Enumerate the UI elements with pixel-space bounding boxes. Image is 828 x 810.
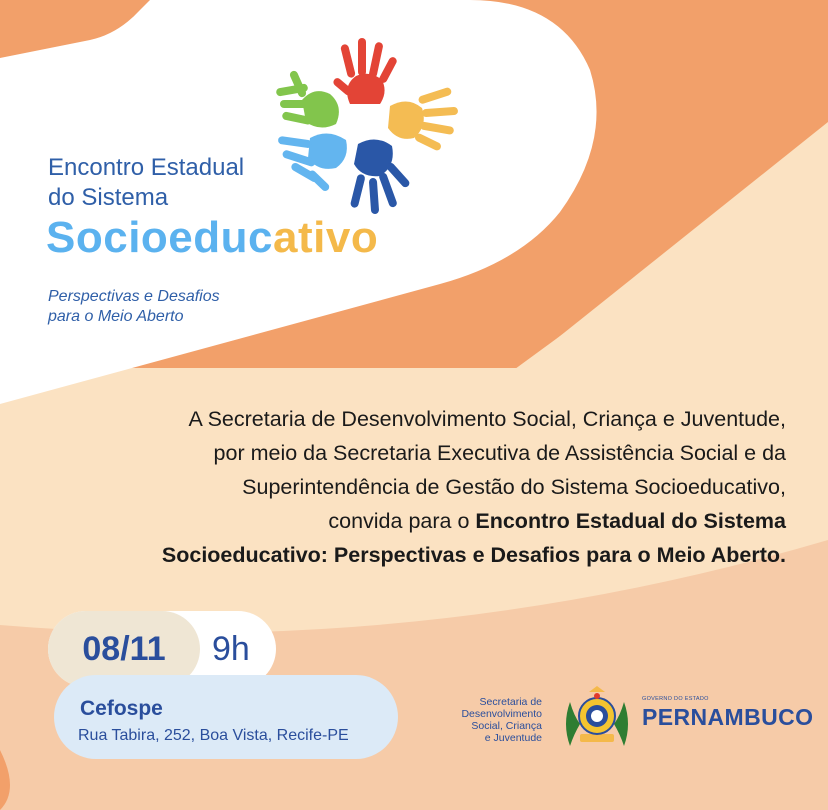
invitation-line4-bold: Encontro Estadual do Sistema — [475, 509, 786, 533]
invitation-line3: Superintendência de Gestão do Sistema Socioeducativo, — [242, 475, 786, 499]
event-date: 08/11 — [48, 611, 200, 687]
pernambuco-coat-of-arms-icon — [562, 684, 632, 754]
invitation-line2: por meio da Secretaria Executiva de Assistência Social e da — [213, 441, 786, 465]
event-time: 9h — [212, 630, 250, 668]
event-subtitle-line2: para o Meio Aberto — [48, 308, 184, 325]
venue-name: Cefospe — [80, 697, 163, 720]
venue-address: Rua Tabira, 252, Boa Vista, Recife-PE — [78, 727, 349, 744]
event-title-main-part2: ativo — [273, 213, 379, 262]
event-title-main-part1: Socioeduc — [46, 213, 273, 262]
secretaria-line4: e Juventude — [484, 732, 542, 744]
invitation-text — [60, 402, 786, 572]
secretaria-logo-text — [426, 696, 542, 744]
event-title-line1: Encontro Estadual — [48, 154, 245, 181]
secretaria-line1: Secretaria de — [479, 696, 542, 708]
invitation-line5-bold: Socioeducativo: Perspectivas e Desafios para o Meio Aberto. — [161, 543, 786, 567]
invitation-line5 — [60, 538, 786, 572]
invitation-line4 — [60, 504, 786, 538]
colored-hands-icon — [258, 36, 472, 222]
secretaria-line2: Desenvolvimento — [461, 708, 542, 720]
invitation-line1: A Secretaria de Desenvolvimento Social, Criança e Juventude, — [188, 407, 786, 431]
event-subtitle-line1: Perspectivas e Desafios — [48, 288, 220, 305]
government-label: GOVERNO DO ESTADO — [642, 696, 709, 702]
government-name: PERNAMBUCO — [642, 704, 814, 730]
event-title-line2: do Sistema — [48, 184, 169, 211]
secretaria-line3: Social, Criança — [471, 720, 542, 732]
event-title-main — [46, 211, 378, 265]
invitation-line4-normal: convida para o — [328, 509, 476, 533]
